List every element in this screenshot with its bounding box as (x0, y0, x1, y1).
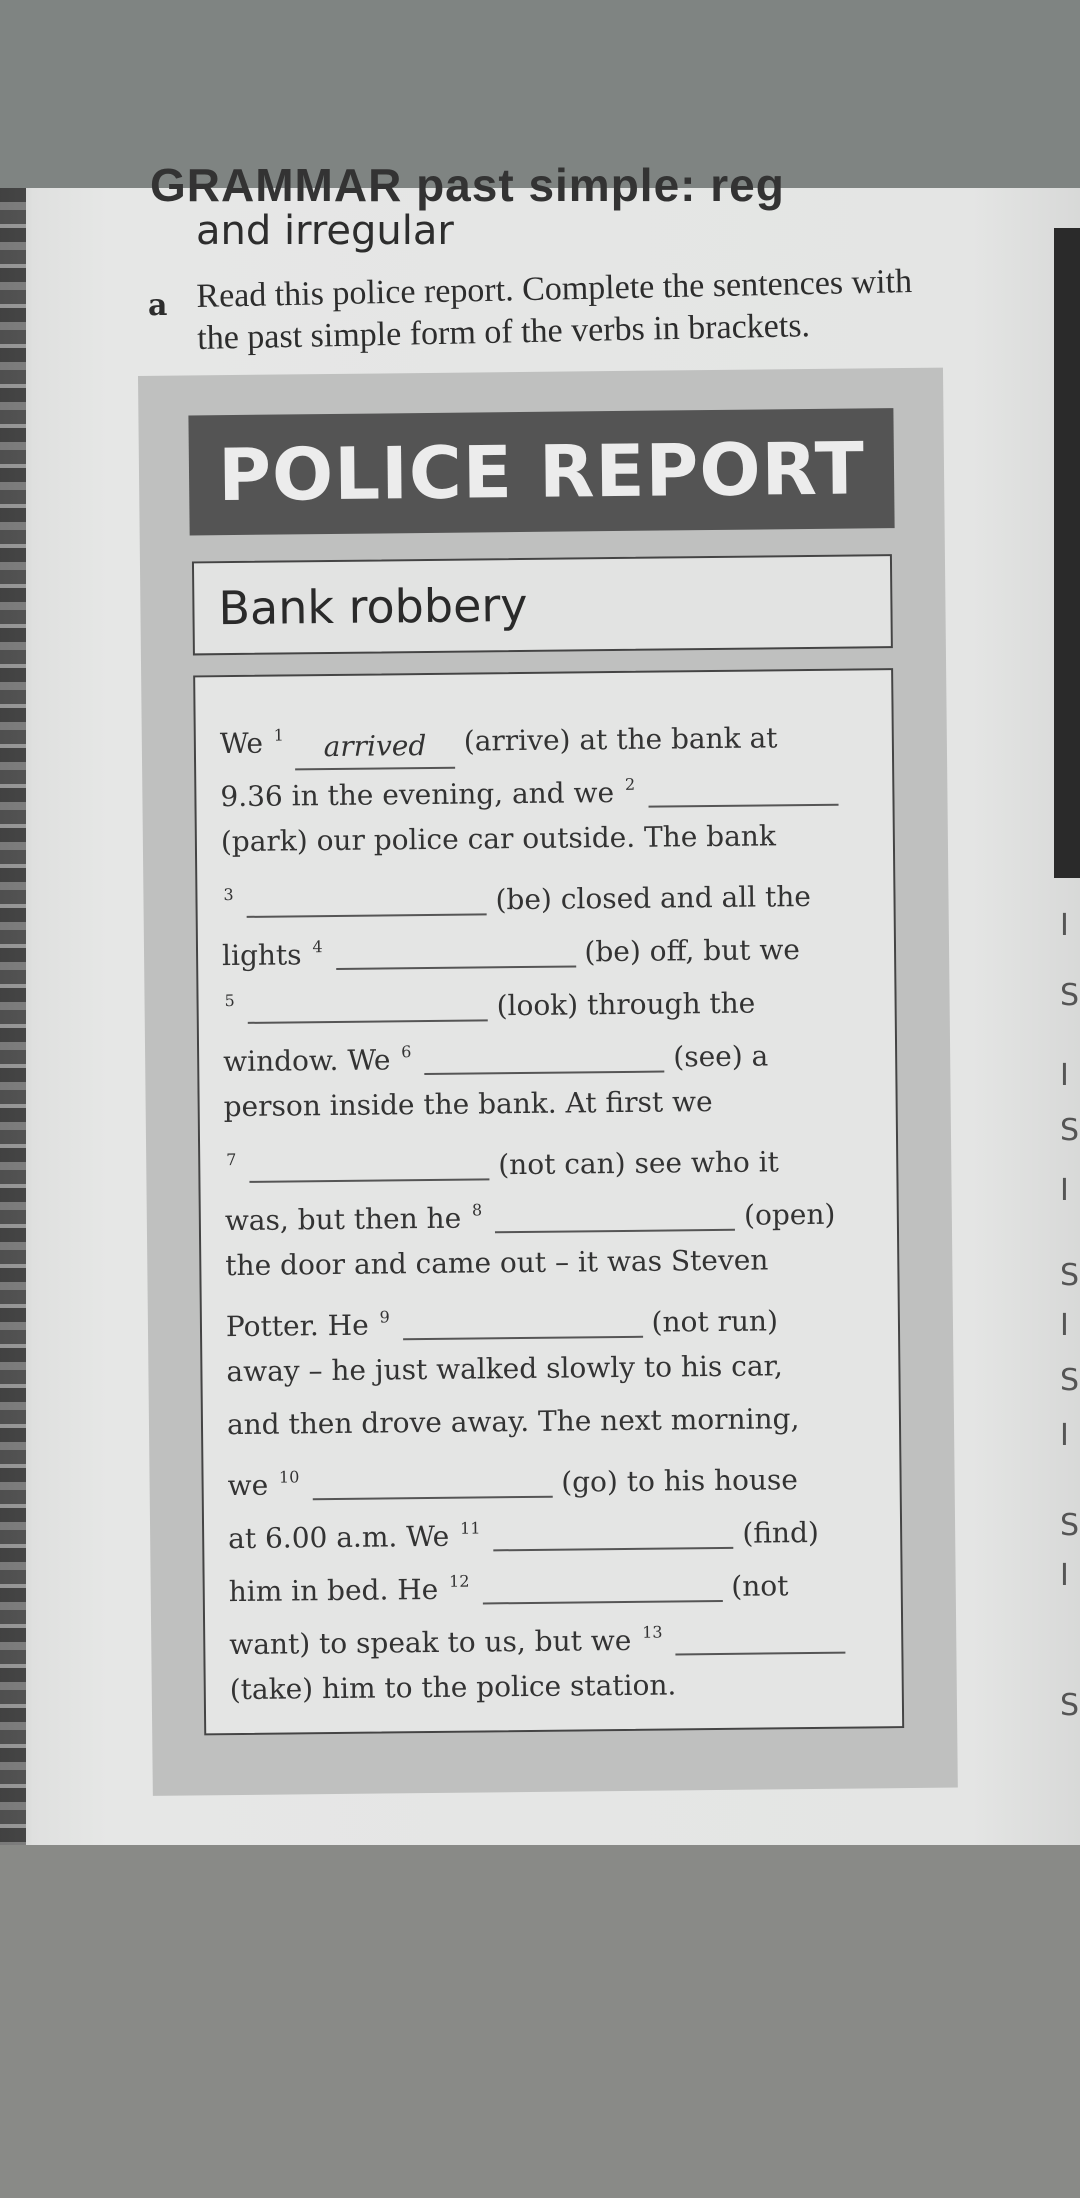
gap-number: 13 (642, 1622, 663, 1642)
line-text: (look) through the (496, 986, 756, 1023)
answer-blank-13[interactable] (675, 1616, 845, 1656)
answer-blank-5[interactable] (247, 983, 487, 1024)
example-answer: arrived (295, 725, 455, 771)
report-subtitle: Bank robbery (192, 554, 893, 655)
section-header-cut: GRAMMAR past simple: reg (150, 159, 785, 211)
gap-number: 2 (624, 774, 636, 794)
answer-blank-6[interactable] (424, 1035, 664, 1076)
gap-number: 5 (224, 991, 235, 1011)
task-instruction: Read this police report. Complete the sentences with the past simple form of the verbs in brackets. (196, 263, 913, 357)
line-text: window. We (223, 1043, 391, 1079)
line-text: at 6.00 a.m. We (228, 1519, 450, 1556)
line-text: (find) (742, 1515, 819, 1550)
task-letter: a (148, 288, 168, 323)
line-text: (not can) see who it (498, 1145, 780, 1182)
report-line (223, 1020, 876, 1080)
answer-blank-2[interactable] (648, 768, 838, 808)
line-text: We (219, 726, 264, 761)
margin-letter: I (1060, 1058, 1069, 1093)
line-text: (not run) (651, 1304, 779, 1339)
gap-number: 6 (401, 1042, 412, 1062)
line-text: away – he just walked slowly to his car, (226, 1349, 783, 1389)
police-report-panel (138, 368, 958, 1796)
answer-blank-12[interactable] (482, 1564, 722, 1605)
line-text: we (227, 1468, 269, 1503)
line-text: want) to speak to us, but we (229, 1623, 632, 1662)
line-text: (be) off, but we (584, 933, 801, 969)
report-line (228, 1550, 881, 1610)
report-line (223, 1073, 876, 1133)
line-text: was, but then he (224, 1201, 462, 1238)
next-page-edge (1054, 228, 1080, 878)
next-page-margin-letters (1056, 908, 1080, 1808)
report-text-box (193, 668, 904, 1735)
report-line (228, 1497, 881, 1557)
report-line (221, 861, 874, 921)
gap-number: 4 (312, 937, 323, 957)
report-line (227, 1391, 880, 1451)
line-text: person inside the bank. At first we (223, 1085, 713, 1124)
line-text: Potter. He (225, 1308, 369, 1344)
margin-letter: I (1060, 1173, 1069, 1208)
police-report-banner: POLICE REPORT (188, 408, 894, 535)
line-text: (open) (743, 1197, 836, 1232)
report-line (219, 702, 872, 762)
margin-letter: I (1060, 1308, 1069, 1343)
answer-blank-7[interactable] (249, 1142, 489, 1183)
report-line (226, 1285, 879, 1345)
answer-blank-9[interactable] (402, 1300, 642, 1341)
gap-number: 12 (448, 1571, 470, 1591)
report-line (222, 914, 875, 974)
line-text: the door and came out – it was Steven (225, 1243, 769, 1283)
line-text: (not (731, 1569, 789, 1603)
book-spine (0, 188, 26, 1845)
gap-number: 3 (223, 885, 234, 905)
line-text: (go) to his house (561, 1463, 799, 1499)
margin-letter: S (1060, 1363, 1080, 1398)
gap-number: 7 (226, 1150, 237, 1170)
report-line (229, 1603, 882, 1663)
report-line (224, 1126, 877, 1186)
gap-number: 11 (459, 1518, 481, 1538)
margin-letter: I (1060, 1558, 1069, 1593)
report-line (227, 1444, 880, 1504)
line-text: (arrive) at the bank at (463, 721, 778, 758)
line-text: (see) a (673, 1039, 769, 1074)
report-line (222, 967, 875, 1027)
line-text: (be) closed and all the (495, 879, 812, 917)
margin-letter: S (1060, 978, 1080, 1013)
report-line (221, 808, 874, 868)
margin-letter: S (1060, 1113, 1080, 1148)
margin-letter: I (1060, 1418, 1069, 1453)
report-line (226, 1338, 879, 1398)
answer-blank-10[interactable] (312, 1460, 552, 1501)
line-text: and then drove away. The next morning, (226, 1402, 800, 1442)
textbook-page (0, 159, 1080, 1845)
report-line (225, 1232, 878, 1292)
answer-blank-8[interactable] (495, 1193, 735, 1234)
line-text: him in bed. He (228, 1572, 439, 1609)
background-bottom (0, 1845, 1080, 2198)
gap-number: 10 (278, 1467, 300, 1487)
line-text: lights (221, 938, 302, 973)
margin-letter: I (1060, 908, 1069, 943)
section-title: and irregular (196, 208, 454, 254)
answer-blank-11[interactable] (493, 1511, 733, 1552)
margin-letter: S (1060, 1688, 1080, 1723)
gap-number: 8 (471, 1200, 483, 1220)
line-text: (park) our police car outside. The bank (220, 819, 776, 859)
margin-letter: S (1060, 1508, 1080, 1543)
report-line (229, 1656, 882, 1716)
answer-blank-4[interactable] (335, 929, 575, 970)
gap-number: 9 (379, 1307, 390, 1327)
report-line (220, 755, 873, 815)
gap-number: 1 (273, 725, 285, 745)
margin-letter: S (1060, 1258, 1080, 1293)
line-text: (take) him to the police station. (229, 1668, 677, 1707)
report-line (224, 1179, 877, 1239)
answer-blank-3[interactable] (246, 877, 486, 918)
line-text: 9.36 in the evening, and we (220, 776, 615, 814)
